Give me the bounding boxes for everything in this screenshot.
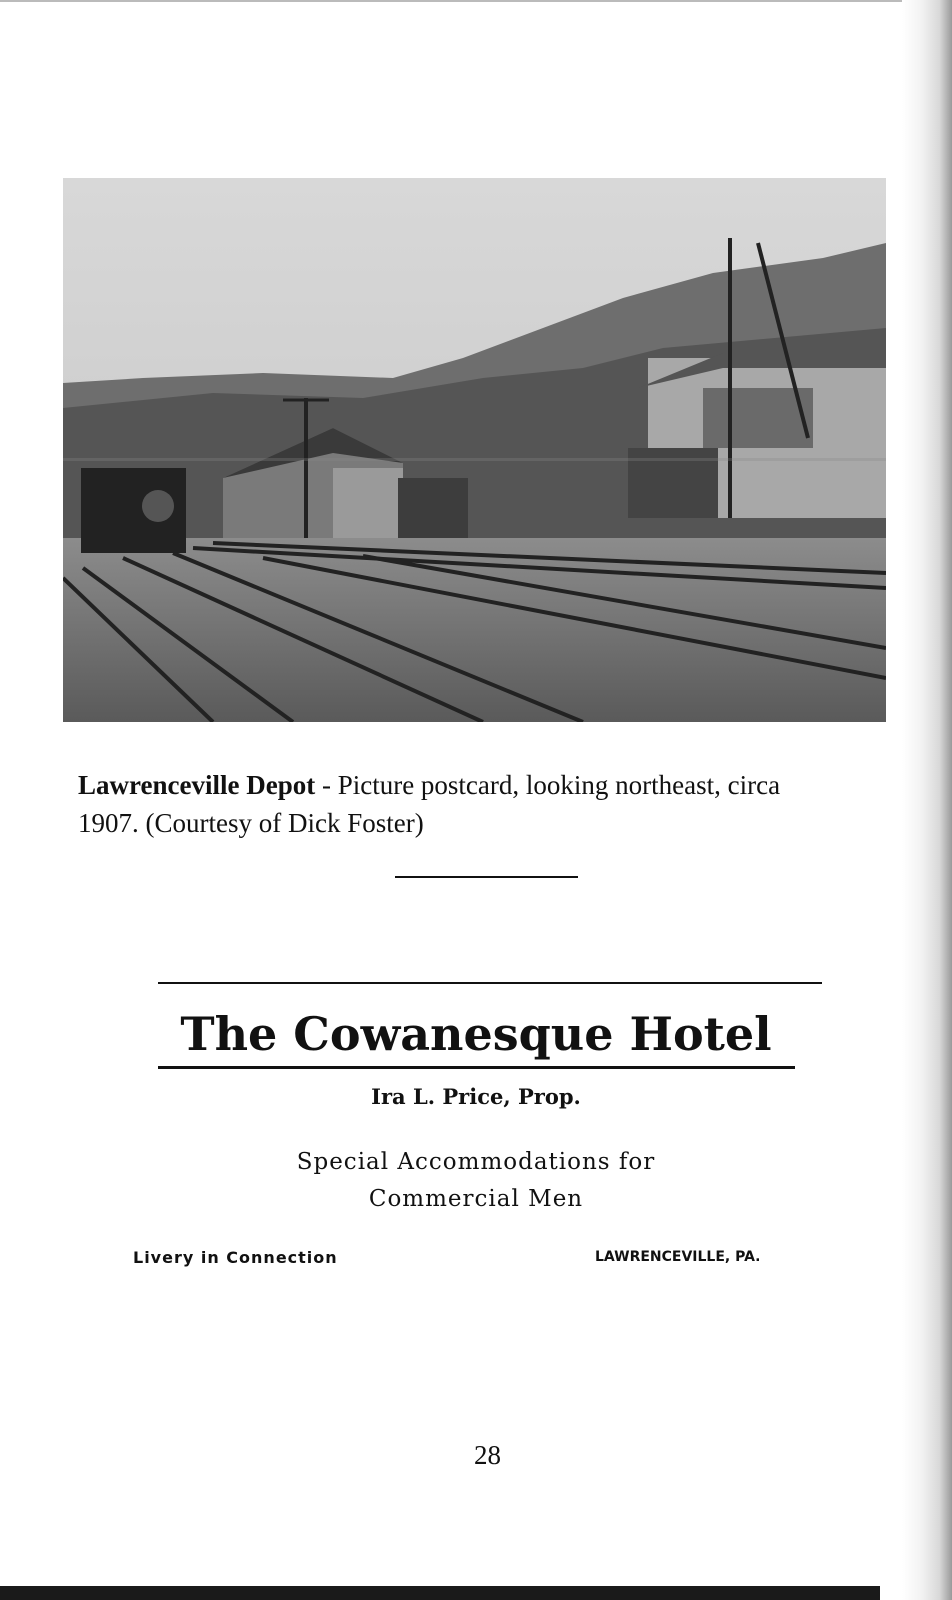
section-divider — [395, 876, 578, 878]
special-line-2: Commercial Men — [368, 1186, 584, 1212]
special-accommodations — [0, 1144, 952, 1218]
caption-title: Lawrenceville Depot — [78, 770, 316, 800]
caption-credit: 1907. (Courtesy of Dick Foster) — [78, 808, 424, 838]
ad-top-rule — [158, 982, 822, 984]
depot-photograph — [63, 178, 886, 722]
hotel-name-underline — [158, 1066, 795, 1069]
livery-note: Livery in Connection — [133, 1248, 338, 1267]
special-line-1: Special Accommodations for — [296, 1149, 656, 1175]
hotel-name: The Cowanesque Hotel — [180, 1007, 772, 1061]
page-number: 28 — [474, 1440, 501, 1470]
hotel-location: LAWRENCEVILLE, PA. — [595, 1249, 761, 1265]
page-top-edge — [0, 0, 952, 2]
proprietor: Ira L. Price, Prop. — [371, 1084, 581, 1109]
page-bottom-edge — [0, 1586, 880, 1600]
caption-text: - Picture postcard, looking northeast, circa — [315, 770, 781, 800]
photo-caption — [78, 766, 918, 842]
